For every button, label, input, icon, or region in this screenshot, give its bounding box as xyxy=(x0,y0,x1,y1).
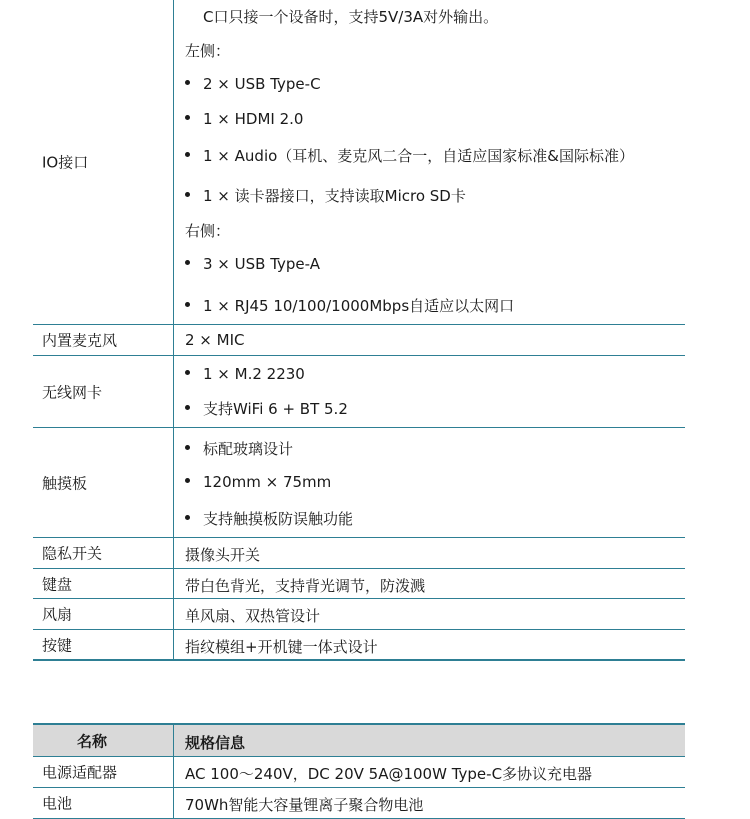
label-cell xyxy=(33,630,174,659)
table-header-row xyxy=(33,725,685,757)
row-label-privacy: 隐私开关 xyxy=(42,544,103,563)
value-cell xyxy=(174,630,685,659)
list-item: 支持WiFi 6 + BT 5.2 xyxy=(185,398,348,419)
value-cell xyxy=(174,788,685,818)
row-label-battery: 电池 xyxy=(42,794,73,813)
list-item: 标配玻璃设计 xyxy=(185,438,293,459)
table-row-button xyxy=(33,630,685,661)
list-item: 1 × M.2 2230 xyxy=(185,365,305,383)
table-row-touchpad xyxy=(33,428,685,538)
row-label-button: 按键 xyxy=(42,636,73,654)
row-label-wifi: 无线网卡 xyxy=(42,383,103,401)
row-label-keyboard: 键盘 xyxy=(42,575,73,593)
label-cell xyxy=(33,0,174,324)
value-cell xyxy=(174,325,685,355)
header-cell-name xyxy=(33,725,174,756)
row-label-touchpad: 触摸板 xyxy=(42,474,88,492)
table-row-keyboard xyxy=(33,569,685,599)
value-cell xyxy=(174,356,685,427)
row-label-fan: 风扇 xyxy=(42,605,73,624)
privacy-value: 摄像头开关 xyxy=(185,546,261,564)
value-cell xyxy=(174,599,685,629)
value-cell xyxy=(174,569,685,598)
adapter-value: AC 100～240V，DC 20V 5A@100W Type-C多协议充电器 xyxy=(185,765,593,783)
right-side-heading: 右侧： xyxy=(185,222,231,240)
table-row xyxy=(33,757,685,788)
label-cell xyxy=(33,538,174,568)
header-name: 名称 xyxy=(77,732,108,750)
list-item: 1 × Audio（耳机、麦克风二合一，自适应国家标准&国际标准） xyxy=(185,145,634,166)
row-label-io: IO接口 xyxy=(42,153,89,172)
button-value: 指纹模组+开机键一体式设计 xyxy=(185,638,378,656)
header-cell-spec xyxy=(174,725,685,756)
list-item: 1 × RJ45 10/100/1000Mbps自适应以太网口 xyxy=(185,295,514,316)
continuation-text: C口只接一个设备时，支持5V/3A对外输出。 xyxy=(203,8,499,26)
label-cell xyxy=(33,569,174,598)
label-cell xyxy=(33,599,174,629)
label-cell xyxy=(33,325,174,355)
table-row-mic xyxy=(33,325,685,356)
list-item: 1 × 读卡器接口，支持读取Micro SD卡 xyxy=(185,185,466,206)
label-cell xyxy=(33,356,174,427)
table-row-fan xyxy=(33,599,685,630)
fan-value: 单风扇、双热管设计 xyxy=(185,607,321,625)
label-cell xyxy=(33,428,174,537)
left-side-heading: 左侧： xyxy=(185,42,231,60)
list-item: 120mm × 75mm xyxy=(185,473,331,491)
table-row-wifi xyxy=(33,356,685,428)
header-spec: 规格信息 xyxy=(185,734,246,752)
value-cell xyxy=(174,757,685,787)
row-label-adapter: 电源适配器 xyxy=(42,763,118,782)
mic-value: 2 × MIC xyxy=(185,331,245,349)
label-cell xyxy=(33,757,174,787)
spec-table-2 xyxy=(33,723,685,814)
value-cell xyxy=(174,0,685,324)
table-row xyxy=(33,788,685,819)
list-item: 2 × USB Type-C xyxy=(185,75,321,93)
list-item: 3 × USB Type-A xyxy=(185,255,320,273)
keyboard-value: 带白色背光，支持背光调节，防泼溅 xyxy=(185,577,426,595)
list-item: 1 × HDMI 2.0 xyxy=(185,110,303,128)
value-cell xyxy=(174,538,685,568)
battery-value: 70Wh智能大容量锂离子聚合物电池 xyxy=(185,796,424,814)
label-cell xyxy=(33,788,174,818)
table-row-privacy xyxy=(33,538,685,569)
value-cell xyxy=(174,428,685,537)
table-row-io xyxy=(33,0,685,325)
list-item: 支持触摸板防误触功能 xyxy=(185,508,353,529)
row-label-mic: 内置麦克风 xyxy=(42,331,118,350)
